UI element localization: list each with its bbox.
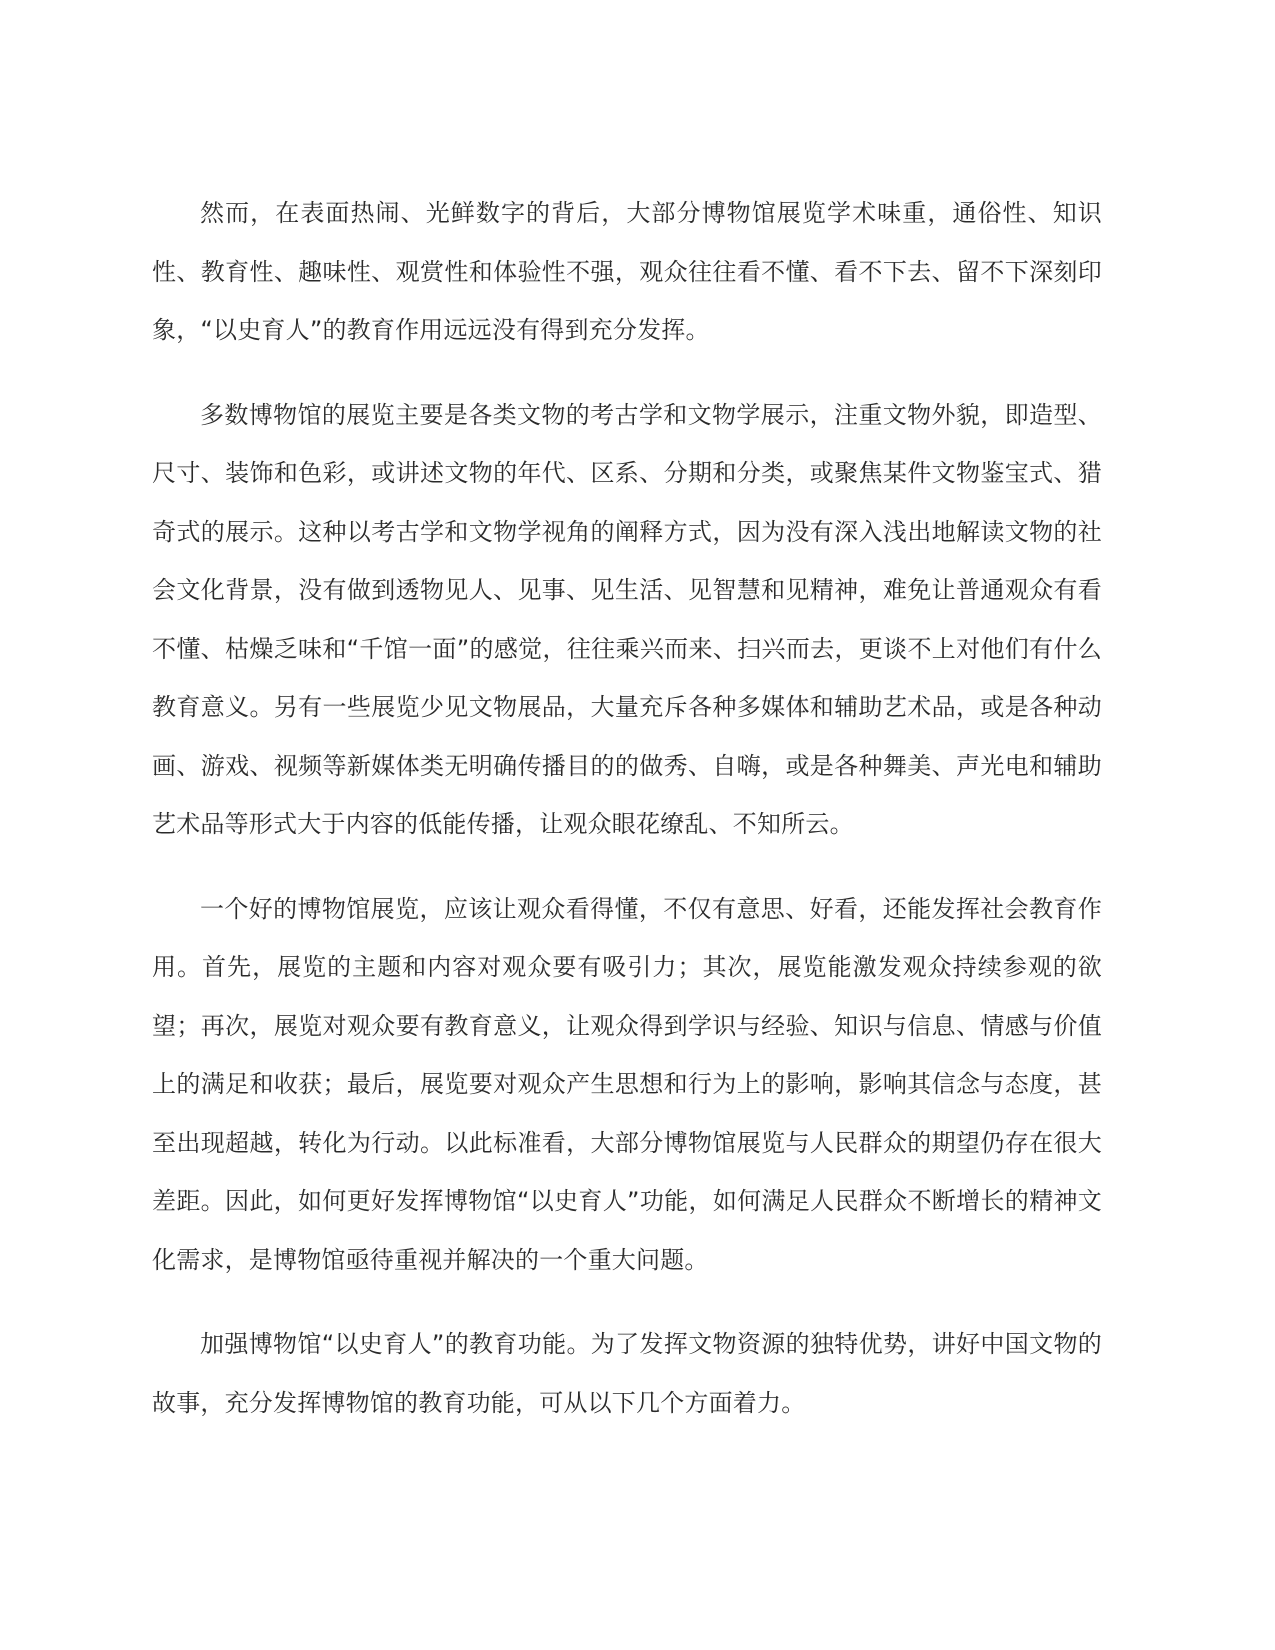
paragraph-3: 一个好的博物馆展览，应该让观众看得懂，不仅有意思、好看，还能发挥社会教育作用。首先，展览的主题和内容对观众要有吸引力；其次，展览能激发观众持续参观的欲望；再次，展览对观众要有教育意义，让观众得到学识与经验、知识与信息、情感与价值上的满足和收获；最后，展览要对观众产生思想和行为上的影响，影响其信念与态度，甚至出现超越，转化为行动。以此标准看，大部分博物馆展览与人民群众的期望仍存在很大差距。因此，如何更好发挥博物馆“以史育人”功能，如何满足人民群众不断增长的精神文化需求，是博物馆亟待重视并解决的一个重大问题。: [152, 894, 1102, 1274]
paragraph-4: 加强博物馆“以史育人”的教育功能。为了发挥文物资源的独特优势，讲好中国文物的故事，充分发挥博物馆的教育功能，可从以下几个方面着力。: [152, 1330, 1102, 1417]
document-body: [152, 184, 1102, 1458]
paragraph-2: 多数博物馆的展览主要是各类文物的考古学和文物学展示，注重文物外貌，即造型、尺寸、装饰和色彩，或讲述文物的年代、区系、分期和分类，或聚焦某件文物鉴宝式、猎奇式的展示。这种以考古学和文物学视角的阐释方式，因为没有深入浅出地解读文物的社会文化背景，没有做到透物见人、见事、见生活、见智慧和见精神，难免让普通观众有看不懂、枯燥乏味和“千馆一面”的感觉，往往乘兴而来、扫兴而去，更谈不上对他们有什么教育意义。另有一些展览少见文物展品，大量充斥各种多媒体和辅助艺术品，或是各种动画、游戏、视频等新媒体类无明确传播目的的做秀、自嗨，或是各种舞美、声光电和辅助艺术品等形式大于内容的低能传播，让观众眼花缭乱、不知所云。: [152, 400, 1102, 838]
paragraph-1: 然而，在表面热闹、光鲜数字的背后，大部分博物馆展览学术味重，通俗性、知识性、教育性、趣味性、观赏性和体验性不强，观众往往看不懂、看不下去、留不下深刻印象，“以史育人”的教育作用远远没有得到充分发挥。: [152, 199, 1102, 344]
